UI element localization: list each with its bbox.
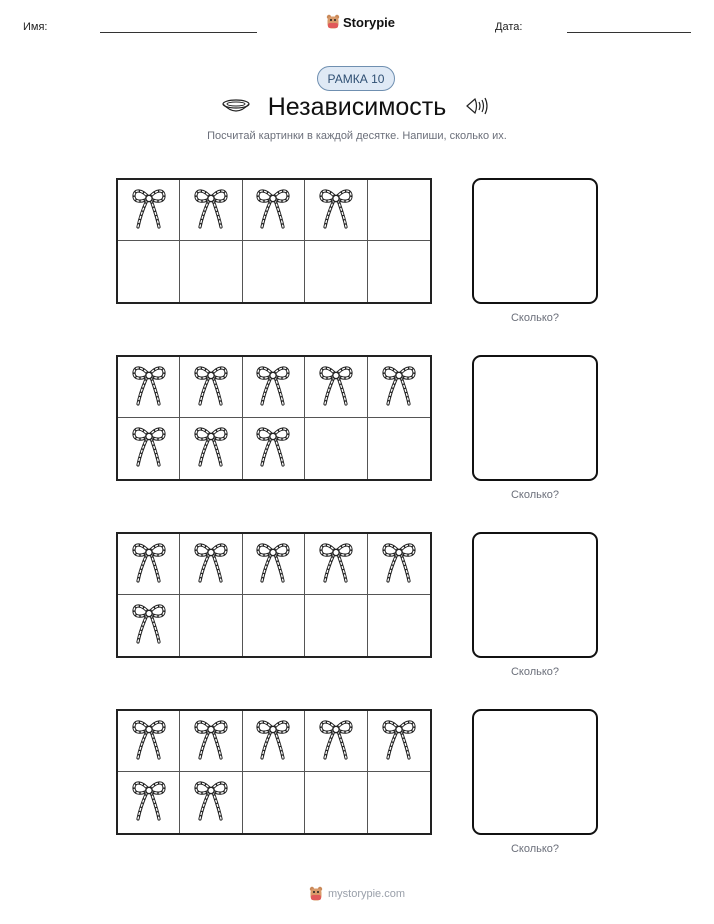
ten-frame-cell [368,534,430,595]
bear-mascot-icon [309,886,323,902]
ten-frame-cell [180,241,242,302]
ten-frame-cell [368,418,430,479]
ten-frame-cell [368,180,430,241]
ten-frame-cell [180,180,242,241]
bow-icon [192,185,230,236]
ten-frame-cell [305,711,367,772]
ten-frame [116,532,432,658]
bow-icon [317,362,355,413]
ten-frame-cell [243,772,305,833]
ten-frame-cell [180,772,242,833]
ten-frame-cell [368,357,430,418]
ten-frame-cell [118,418,180,479]
ten-frame-cell [243,241,305,302]
bow-icon [192,777,230,828]
ten-frame-cell [118,772,180,833]
ten-frame-cell [243,595,305,656]
bow-icon [254,539,292,590]
storypie-logo [326,14,395,30]
ten-frame-cell [305,418,367,479]
ten-frame-cell [243,357,305,418]
bow-icon [317,716,355,767]
ten-frame-cell [305,357,367,418]
ten-frame-cell [243,534,305,595]
ten-frame-cell [305,534,367,595]
name-label: Имя: [23,21,48,33]
footer [0,886,714,902]
ten-frame-cell [305,241,367,302]
page-title: Независимость [267,93,447,121]
bow-icon [254,716,292,767]
instructions: Посчитай картинки в каждой десятке. Напиши, сколько их. [207,130,507,142]
bow-icon [254,423,292,474]
ten-frame-cell [368,711,430,772]
bow-icon [192,362,230,413]
ten-frame-cell [180,711,242,772]
ten-frame-cell [243,711,305,772]
ten-frame-cell [243,180,305,241]
answer-box[interactable] [472,355,598,481]
ten-frame-cell [118,534,180,595]
bow-icon [192,716,230,767]
bow-icon [130,600,168,651]
bow-icon [254,362,292,413]
bow-icon [317,185,355,236]
ten-frame-cell [368,772,430,833]
ten-frame-cell [180,418,242,479]
ten-frame-cell [118,595,180,656]
bow-icon [192,539,230,590]
bow-icon [317,539,355,590]
answer-box[interactable] [472,532,598,658]
name-line[interactable] [100,32,257,33]
answer-label: Сколько? [510,489,560,501]
bow-icon [130,777,168,828]
ten-frame-cell [305,180,367,241]
ten-frame-cell [118,711,180,772]
answer-box[interactable] [472,178,598,304]
ten-frame-cell [118,180,180,241]
bow-icon [130,185,168,236]
bell-ringing-icon [463,96,491,116]
frame-badge: РАМКА 10 [317,66,395,91]
bow-icon [192,423,230,474]
logo-text: Storypie [343,14,396,30]
answer-box[interactable] [472,709,598,835]
date-label: Дата: [495,21,523,33]
ten-frame-cell [368,595,430,656]
date-line[interactable] [567,32,691,33]
ten-frame [116,178,432,304]
bow-icon [130,423,168,474]
ten-frame-cell [180,534,242,595]
bear-mascot-icon [326,14,340,30]
ten-frame-cell [118,241,180,302]
answer-label: Сколько? [510,843,560,855]
ten-frame-cell [180,595,242,656]
ten-frame-cell [118,357,180,418]
bow-icon [130,716,168,767]
footer-site[interactable]: mystorypie.com [327,888,406,900]
bow-icon [380,362,418,413]
ten-frame-cell [368,241,430,302]
ten-frame [116,709,432,835]
bow-icon [380,716,418,767]
ten-frame [116,355,432,481]
answer-label: Сколько? [510,666,560,678]
ten-frame-cell [305,595,367,656]
bow-icon [380,539,418,590]
bow-icon [130,539,168,590]
ten-frame-cell [243,418,305,479]
ten-frame-cell [180,357,242,418]
answer-label: Сколько? [510,312,560,324]
bow-icon [254,185,292,236]
bow-icon [130,362,168,413]
ten-frame-cell [305,772,367,833]
